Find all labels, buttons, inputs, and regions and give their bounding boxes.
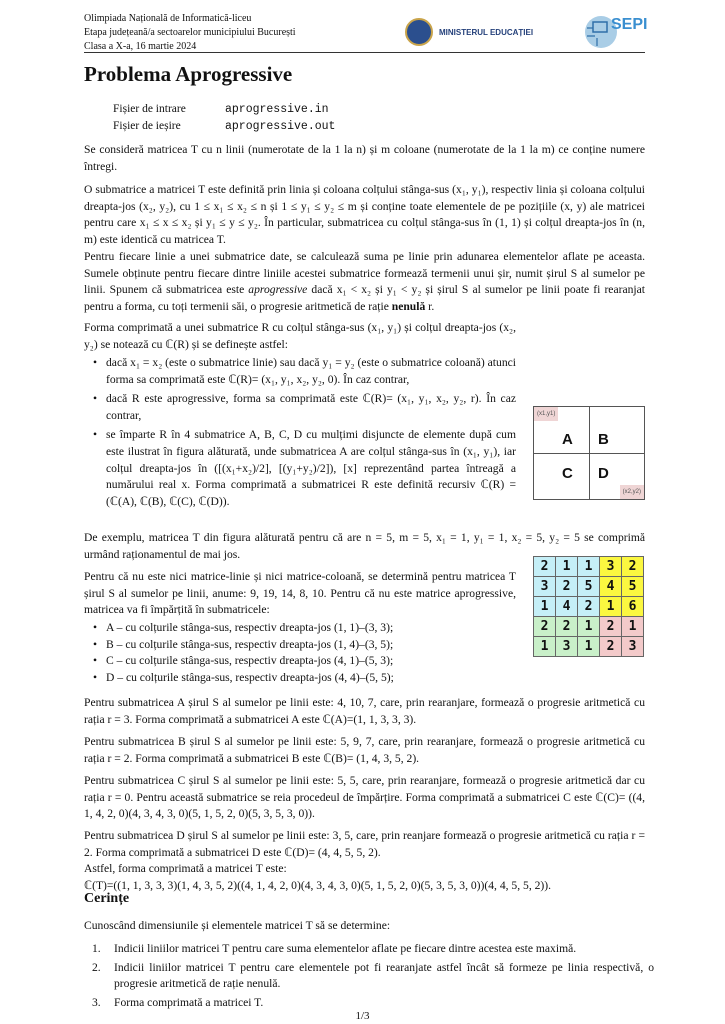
page-title: Problema Aprogressive [84,62,293,86]
list-item-text: B – cu colțurile stânga-sus, respectiv dreapta-jos (1, 4)–(3, 5); [106,637,394,651]
list-item-text: Indicii liniilor matricei T pentru care elementele pot fi rearanjate astfel încât să formeze pe linia respectivă, o progresie aritmetică de rație nenulă. [114,960,654,991]
header-line: Etapa județeană/a sectoarelor municipiului București [84,27,296,38]
matrix-cell: 1 [622,617,644,637]
header-divider [84,52,645,53]
page-number: 1/3 [355,1010,370,1022]
matrix-cell: 2 [534,617,556,637]
matrix-cell: 5 [578,577,600,597]
list-item-text: Indicii liniilor matricei T pentru care suma elementelor aflate pe fiecare dintre acestea este maximă. [114,942,577,955]
list-item-text: dacă x₁ = x₂ (este o submatrice linie) sau dacă y₁ = y₂ (este o submatrice coloană) atunci forma sa comprimată este ℂ(R)= (x₁, y₁, x₂, y₂, 0). În caz contrar, [106,356,516,386]
matrix-cell: 1 [556,557,578,577]
header-info [84,12,296,54]
matrix-row [534,577,644,597]
list-item: • dacă x₁ = x₂ (este o submatrice linie) sau dacă y₁ = y₂ (este o submatrice coloană) atunci forma sa comprimată este ℂ(R)= (x₁, y₁, x₂, y₂, 0). În caz contrar, [93,356,516,386]
bottom-right-tag: (x2,y2) [620,485,644,499]
paragraph-aprogressive-def [84,249,645,315]
matrix-cell: 2 [556,577,578,597]
ministry-logo [405,18,533,46]
matrix-cell: 4 [556,597,578,617]
matrix-cell: 1 [578,637,600,657]
list-item: 1. Indicii liniilor matricei T pentru care suma elementelor aflate pe fiecare dintre acestea este maximă. [92,942,577,955]
quadrant-label-d: D [598,465,609,482]
result-formula: ℂ(T)=((1, 1, 3, 3, 3)(1, 4, 3, 5, 2)((4, 1, 4, 2, 0)(4, 3, 4, 3, 0)(5, 1, 5, 2, 0)(5, 3, 5, 3, 0))(4, 4, 5, 5, 2)). [84,878,552,892]
matrix-row [534,597,644,617]
matrix-cell: 2 [622,557,644,577]
paragraph-intro: Se consideră matricea T cu n linii (numerotate de la 1 la n) și m coloane (numerotate de la 1 la m) ce conține numere întregi. [84,143,645,173]
output-file-name: aprogressive.out [225,120,336,133]
matrix-cell: 2 [534,557,556,577]
paragraph-compressed-form: Forma comprimată a unei submatrice R cu colțul stânga-sus (x₁, y₁) și colțul dreapta-jos (x₂, y₂) se notează cu ℂ(R) și se definește astfel: [84,321,516,351]
quadrant-label-a: A [562,431,573,448]
list-item-text: se împarte R în 4 submatrice A, B, C, D cu mulțimi disjuncte de elemente după cum este ilustrat în figura alăturată, unde submatricea A are colțul stânga-sus în (x₁, y₁), iar colțul dreapta-jos în ([(x₁+x₂)/2], [(y₁+y₂)/2]), [x] reprezentând partea întreagă a numărului real x. Forma comprimată a submatricei R este definită recursiv ℂ(R) =(ℂ(A), ℂ(B), ℂ(C), ℂ(D)). [106,428,516,508]
requirements-intro: Cunoscând dimensiunile și elementele matricei T să se determine: [84,919,391,932]
requirements-heading: Cerințe [84,891,130,906]
coat-of-arms-icon [405,18,433,46]
matrix-row [534,637,644,657]
rules-list [84,355,516,513]
list-item: • C – cu colțurile stânga-sus, respectiv dreapta-jos (4, 1)–(5, 3); [93,654,394,668]
paragraph-example: De exemplu, matricea T din figura alăturată pentru că are n = 5, m = 5, x₁ = 1, y₁ = 1, x₂ = 5, y₂ = 5 se comprimă urmând raționamentul de mai jos. [84,531,645,561]
matrix-cell: 3 [534,577,556,597]
text: dacă x₁ < x₂ și y₁ < y₂ și șirul S al sumelor pe linii poate fi rearanjat pentru a forma, cu toți termenii săi, o progresie aritmetică de rație [84,283,645,313]
matrix-cell: 2 [556,617,578,637]
matrix-cell: 1 [534,637,556,657]
header-line: Olimpiada Națională de Informatică-liceu [84,13,252,24]
text: Pentru fiecare linie a unei submatrice date, se calculează suma pe linie prin adunarea elementelor aflate pe aceasta. Sumele obținute pentru fiecare dintre liniile acestei submatrice formează termenii unui șir, numit șirul S al sumelor pe linii. Spunem că submatricea este [84,250,645,297]
matrix-cell: 5 [622,577,644,597]
matrix-row [534,617,644,637]
paragraph-result [84,861,645,894]
list-item: 2. Indicii liniilor matricei T pentru care elementele pot fi rearanjate astfel încât să formeze pe linia respectivă, o progresie aritmetică de rație nenulă. [92,960,654,991]
list-item: • D – cu colțurile stânga-sus, respectiv dreapta-jos (4, 4)–(5, 5); [93,670,394,684]
list-item: • dacă R este aprogressive, forma sa comprimată este ℂ(R)= (x₁, y₁, x₂, y₂, r). În caz contrar, [93,392,516,422]
matrix-cell: 3 [622,637,644,657]
example-matrix [533,556,644,657]
matrix-cell: 2 [600,617,622,637]
ministry-logo-text: MINISTERUL EDUCAȚIEI [439,27,534,37]
output-file-label: Fișier de ieșire [113,120,181,132]
matrix-cell: 4 [600,577,622,597]
quadrant-label-b: B [598,431,609,448]
input-file-name: aprogressive.in [225,103,329,116]
matrix-cell: 2 [578,597,600,617]
list-item-text: Forma comprimată a matricei T. [114,995,264,1009]
matrix-row [534,557,644,577]
matrix-cell: 2 [600,637,622,657]
paragraph-sub-d: Pentru submatricea D șirul S al sumelor pe linii este: 3, 5, care, prin reanjare formează o progresie aritmetică cu rația r = 2. Forma comprimată a submatricei D este ℂ(D)= (4, 4, 5, 5, 2). [84,829,645,859]
divider [534,453,644,454]
matrix-cell: 3 [600,557,622,577]
result-intro: Astfel, forma comprimată a matricei T este: [84,862,287,875]
quadrant-label-c: C [562,465,573,482]
list-item-text: C – cu colțurile stânga-sus, respectiv dreapta-jos (4, 1)–(5, 3); [106,654,394,668]
sepi-logo [585,14,647,50]
list-item-text: A – cu colțurile stânga-sus, respectiv dreapta-jos (1, 1)–(3, 3); [106,621,394,634]
quadrant-figure [533,406,645,500]
paragraph-example-split: Pentru că nu este nici matrice-linie și nici matrice-coloană, se determină pentru matricea T șirul S al sumelor pe linii, anume: 9, 19, 14, 8, 10. Pentru că nu este matrice aprogressive, matricea va fi împărțită în submatricele: [84,570,516,617]
matrix-cell: 1 [600,597,622,617]
matrix-cell: 6 [622,597,644,617]
sepi-logo-text: SEPI [611,16,648,33]
file-info [113,101,336,135]
bold-text: nenulă [391,299,426,313]
top-left-tag: (x1,y1) [534,407,558,421]
list-item: • B – cu colțurile stânga-sus, respectiv dreapta-jos (1, 4)–(3, 5); [93,637,394,651]
list-item-text: dacă R este aprogressive, forma sa comprimată este ℂ(R)= (x₁, y₁, x₂, y₂, r). În caz contrar, [106,392,516,422]
list-item: • A – cu colțurile stânga-sus, respectiv dreapta-jos (1, 1)–(3, 3); [93,621,394,634]
list-item: • se împarte R în 4 submatrice A, B, C, D cu mulțimi disjuncte de elemente după cum este ilustrat în figura alăturată, unde submatricea A are colțul stânga-sus în (x₁, y₁), iar colțul dreapta-jos în ([(x₁+x₂)/2], [(y₁+y₂)/2]), [x] reprezentând partea întreagă a numărului real x. Forma comprimată a submatricei R este definită recursiv ℂ(R) =(ℂ(A), ℂ(B), ℂ(C), ℂ(D)). [93,428,516,508]
matrix-cell: 3 [556,637,578,657]
input-file-label: Fișier de intrare [113,103,186,115]
list-item-text: D – cu colțurile stânga-sus, respectiv dreapta-jos (4, 4)–(5, 5); [106,670,394,684]
submatrix-list [84,620,516,686]
matrix-cell: 1 [578,557,600,577]
requirements-list [84,941,654,1011]
paragraph-sub-b: Pentru submatricea B șirul S al sumelor pe linii este: 5, 9, 7, care, prin rearanjare, formează o progresie aritmetică cu rația r = 2. Forma comprimată a submatricei B este ℂ(B)= (1, 4, 3, 5, 2). [84,735,645,765]
matrix-cell: 1 [534,597,556,617]
matrix-cell: 1 [578,617,600,637]
paragraph-sub-a: Pentru submatricea A șirul S al sumelor pe linii este: 4, 10, 7, care, prin rearanjare, formează o progresie aritmetică cu rația r = 3. Forma comprimată a submatricei A este ℂ(A)=(1, 1, 3, 3, 3). [84,696,645,726]
header-line: Clasa a X-a, 16 martie 2024 [84,41,197,52]
emphasis: aprogressive [248,283,308,297]
paragraph-submatrix-def: O submatrice a matricei T este definită prin linia și coloana colțului stânga-sus (x₁, y₁), respectiv linia și coloana colțului dreapta-jos (x₂, y₂), cu 1 ≤ x₁ ≤ x₂ ≤ n și 1 ≤ y₁ ≤ y₂ ≤ m și conține toate elementele de pe pozițiile (x, y) ale matricei pentru care x₁ ≤ x ≤ x₂ și y₁ ≤ y ≤ y₂. În particular, submatricea cu colțul stânga-sus în (1, 1) și colțul dreapta-jos în (n, m) este identică cu matricea T. [84,183,645,246]
paragraph-sub-c: Pentru submatricea C șirul S al sumelor pe linii este: 5, 5, care, prin rearanjare, formează o progresie aritmetică dar cu rația r = 0. Pentru această submatrice se reia procedeul de împărțire. Forma comprimată a submatricei C este ℂ(C)= ((4, 1, 4, 2, 0)(4, 3, 4, 3, 0)(5, 1, 5, 2, 0)(5, 3, 5, 3, 0)). [84,774,645,821]
text: r. [425,299,435,313]
list-item: 3. Forma comprimată a matricei T. [92,995,264,1009]
